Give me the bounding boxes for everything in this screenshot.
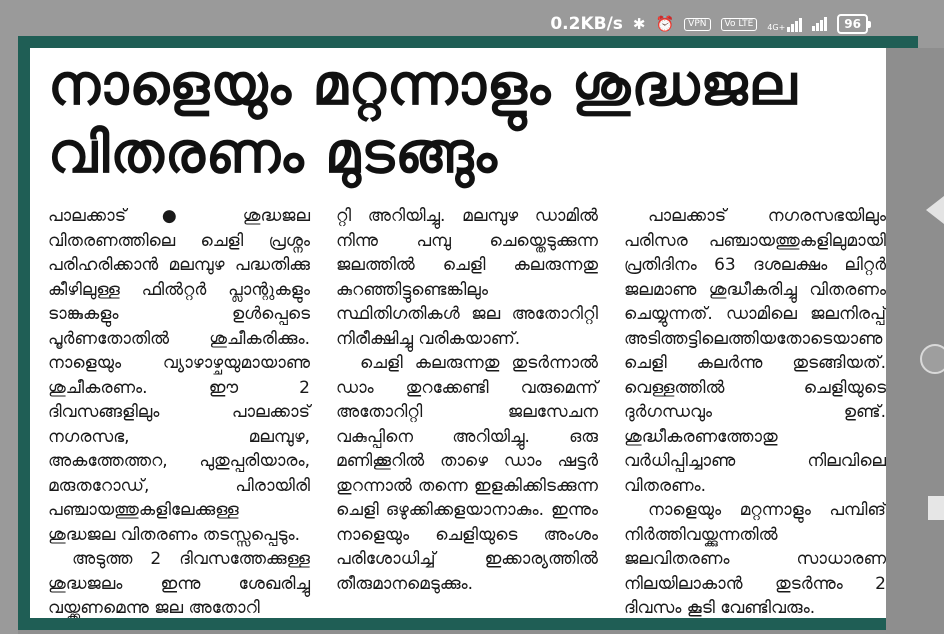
- paragraph: പാലക്കാട് നഗരസഭയിലും പരിസര പഞ്ചായത്തുകളിലുമായി പ്രതിദിനം 63 ദശലക്ഷം ലിറ്റർ ജലമാണു ശുദ്ധീകരിച്ചു വിതരണം ചെയ്യുന്നത്. ഡാമിലെ ജലനിരപ്പ് അടിത്തട്ടിലെത്തിയതോടെയാണു ചെളി കലർന്നു തുടങ്ങിയത്. വെള്ളത്തിൽ ചെളിയുടെ ദുർഗന്ധവും ഉണ്ട്. ശുദ്ധീകരണത്തോതു വർധിപ്പിച്ചാണു നിലവിലെ വിതരണം.: [624, 206, 886, 496]
- network-speed: 0.2KB/s: [550, 14, 623, 34]
- signal-icon: [812, 15, 827, 34]
- paragraph: നാളെയും മറ്റന്നാളും പമ്പിങ് നിർത്തിവയ്ക്കുന്നതിൽ ജലവിതരണം സാധാരണ നിലയിലാകാൻ തുടർന്നും 2 ദിവസം കൂടി വേണ്ടിവരും.: [624, 500, 886, 618]
- column-2: [336, 204, 598, 618]
- network-type-label: 4G+: [767, 23, 786, 32]
- signal-4g-icon: [767, 16, 802, 32]
- paragraph: ചെളി കലരുന്നതു തുടർന്നാൽ ഡാം തുറക്കേണ്ടി വരുമെന്ന് അതോറിറ്റി ജലസേചന വകുപ്പിനെ അറിയിച്ചു. ഒരു മണിക്കൂറിൽ താഴെ ഡാം ഷട്ടർ തുറന്നാൽ തന്നെ ഇളകിക്കിടക്കുന്ന ചെളി ഒഴുക്കിക്കളയാനാകും. ഇന്നും നാളെയും ചെളിയുടെ അംശം പരിശോധിച്ച് ഇക്കാര്യത്തിൽ തീരുമാനമെടുക്കും.: [336, 353, 598, 594]
- edge-panel-handle-icon[interactable]: [926, 196, 944, 224]
- paragraph: അടുത്ത 2 ദിവസത്തേക്കുള്ള ശുദ്ധജലം ഇന്നു ശേഖരിച്ചു വയ്ക്കണമെന്നു ജല അതോറി: [48, 549, 310, 618]
- right-margin: [886, 48, 944, 634]
- vpn-icon: VPN: [684, 18, 710, 31]
- article-headline: [30, 48, 886, 188]
- left-margin: [0, 48, 18, 634]
- paragraph: റ്റി അറിയിച്ചു. മലമ്പുഴ ഡാമിൽ നിന്നു പമ്പു ചെയ്തെടുക്കുന്ന ജലത്തിൽ ചെളി കലരുന്നതു കുറഞ്ഞിട്ടുണ്ടെങ്കിലും സ്ഥിതിഗതികൾ ജല അതോറിറ്റി നിരീക്ഷിച്ചു വരികയാണ്.: [336, 206, 598, 349]
- battery-icon: 96: [837, 14, 868, 34]
- edge-bar-handle[interactable]: [928, 496, 944, 520]
- headline-line-2: വിതരണം മുടങ്ങും: [48, 121, 498, 186]
- alarm-icon: ⏰: [655, 14, 675, 33]
- paragraph: പാലക്കാട് ● ശുദ്ധജല വിതരണത്തിലെ ചെളി പ്രശ്നം പരിഹരിക്കാൻ മലമ്പുഴ പദ്ധതിക്കു കീഴിലുള്ള ഫിൽറ്റർ പ്ലാന്റുകളും ടാങ്കുകളും ഉൾപ്പെടെ പൂർണതോതിൽ ശുചീകരിക്കും. നാളെയും വ്യാഴാഴ്ചയുമായാണു ശുചീകരണം. ഈ 2 ദിവസങ്ങളിലും പാലക്കാട് നഗരസഭ, മലമ്പുഴ, അകത്തേത്തറ, പുതുപ്പരിയാരം, മരുതറോഡ്, പിരായിരി പഞ്ചായത്തുകളിലേക്കുള്ള ശുദ്ധജല വിതരണം തടസ്സപ്പെടും.: [48, 206, 310, 545]
- headline-line-1: നാളെയും മറ്റന്നാളും ശുദ്ധജല: [48, 53, 798, 118]
- article-body: [48, 204, 886, 618]
- bluetooth-icon: ✱: [632, 14, 646, 33]
- column-1: [48, 204, 310, 618]
- volte-icon: Vo LTE: [721, 18, 758, 31]
- floating-button[interactable]: [920, 344, 944, 374]
- column-3: [624, 204, 886, 618]
- newspaper-clipping: [30, 48, 886, 618]
